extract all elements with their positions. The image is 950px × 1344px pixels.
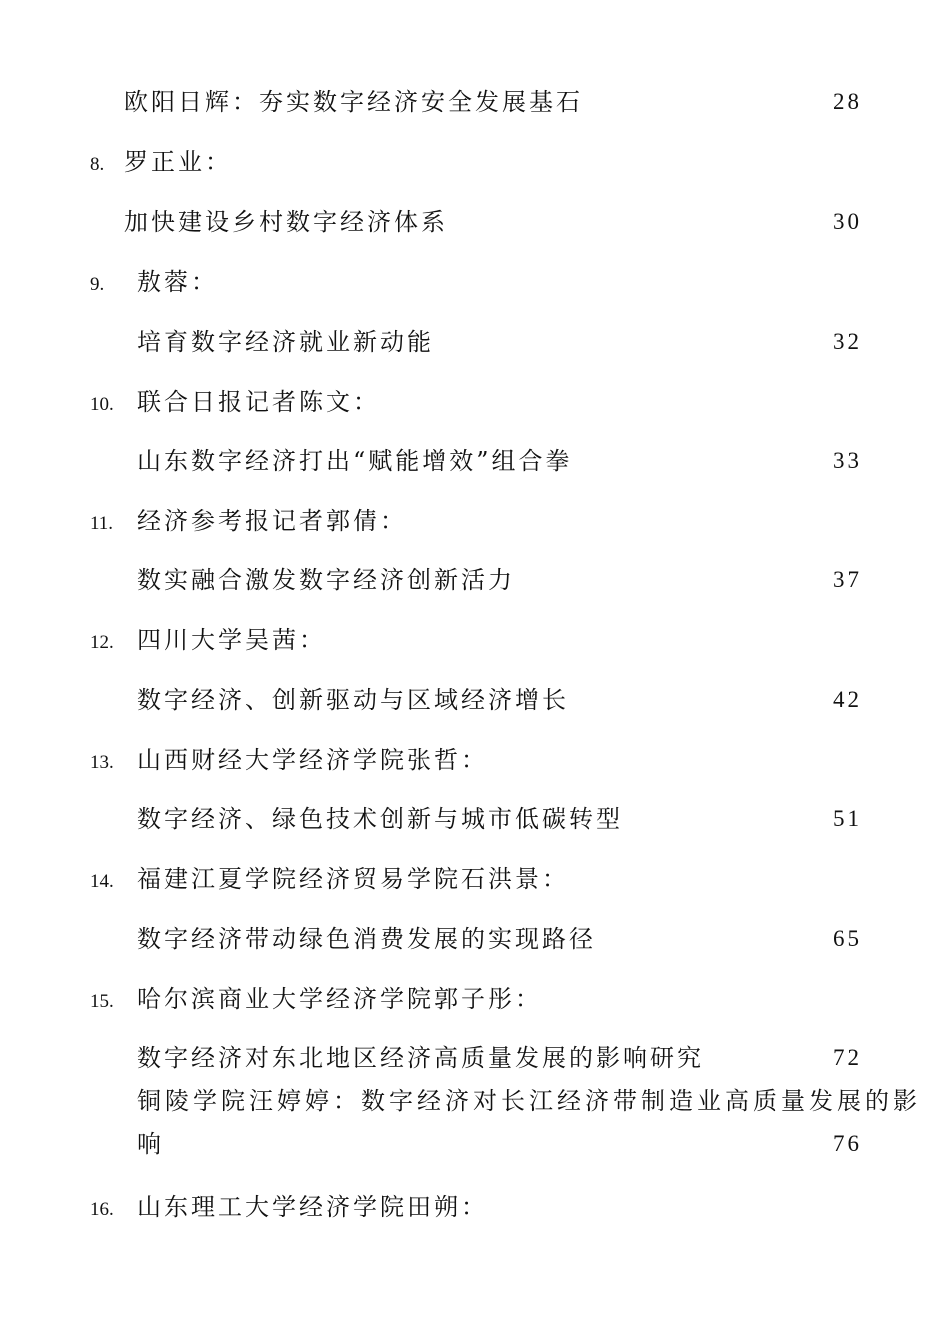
toc-page-number: 76 (833, 1131, 862, 1156)
toc-author: 哈尔滨商业大学经济学院郭子彤： (137, 985, 542, 1013)
toc-entry-title: 数字经济带动绿色消费发展的实现路径 (137, 925, 596, 953)
toc-entry-title: 山东数字经济打出“赋能增效”组合拳 (137, 447, 573, 475)
toc-entry-title: 数字经济、创新驱动与区域经济增长 (137, 686, 569, 714)
toc-author: 联合日报记者陈文： (137, 388, 380, 416)
toc-page-number: 72 (833, 1045, 862, 1070)
toc-item-number: 9. (90, 274, 105, 295)
toc-item-number: 10. (90, 394, 114, 415)
toc-item-number: 12. (90, 632, 114, 653)
toc-author: 经济参考报记者郭倩： (137, 507, 407, 535)
toc-item-number: 11. (90, 513, 114, 534)
toc-item-number: 15. (90, 991, 114, 1012)
toc-entry-title: 欧阳日辉：夯实数字经济安全发展基石 (124, 88, 583, 116)
toc-entry-title: 铜陵学院汪婷婷：数字经济对长江经济带制造业高质量发展的影 (137, 1087, 921, 1115)
toc-entry-title: 数实融合激发数字经济创新活力 (137, 566, 515, 594)
toc-author: 福建江夏学院经济贸易学院石洪景： (137, 865, 569, 893)
toc-entry-title: 培育数字经济就业新动能 (137, 328, 434, 356)
toc-author: 四川大学吴茜： (137, 626, 326, 654)
toc-author: 敖蓉： (137, 268, 218, 296)
toc-page-number: 28 (833, 89, 862, 114)
toc-item-number: 14. (90, 871, 114, 892)
toc-page-number: 30 (833, 209, 862, 234)
toc-author: 山东理工大学经济学院田朔： (137, 1193, 488, 1221)
toc-item-number: 16. (90, 1199, 114, 1220)
toc-author: 山西财经大学经济学院张哲： (137, 746, 488, 774)
toc-page-number: 51 (833, 806, 862, 831)
toc-entry-title-continued: 响 (137, 1130, 164, 1158)
toc-author: 罗正业： (124, 148, 232, 176)
toc-page-number: 33 (833, 448, 862, 473)
toc-page-number: 65 (833, 926, 862, 951)
toc-page-number: 37 (833, 567, 862, 592)
toc-entry-title: 加快建设乡村数字经济体系 (124, 208, 448, 236)
toc-entry-title: 数字经济对东北地区经济高质量发展的影响研究 (137, 1044, 704, 1072)
toc-page-number: 42 (833, 687, 862, 712)
toc-entry-title: 数字经济、绿色技术创新与城市低碳转型 (137, 805, 623, 833)
toc-item-number: 8. (90, 154, 105, 175)
toc-item-number: 13. (90, 752, 114, 773)
toc-page-number: 32 (833, 329, 862, 354)
